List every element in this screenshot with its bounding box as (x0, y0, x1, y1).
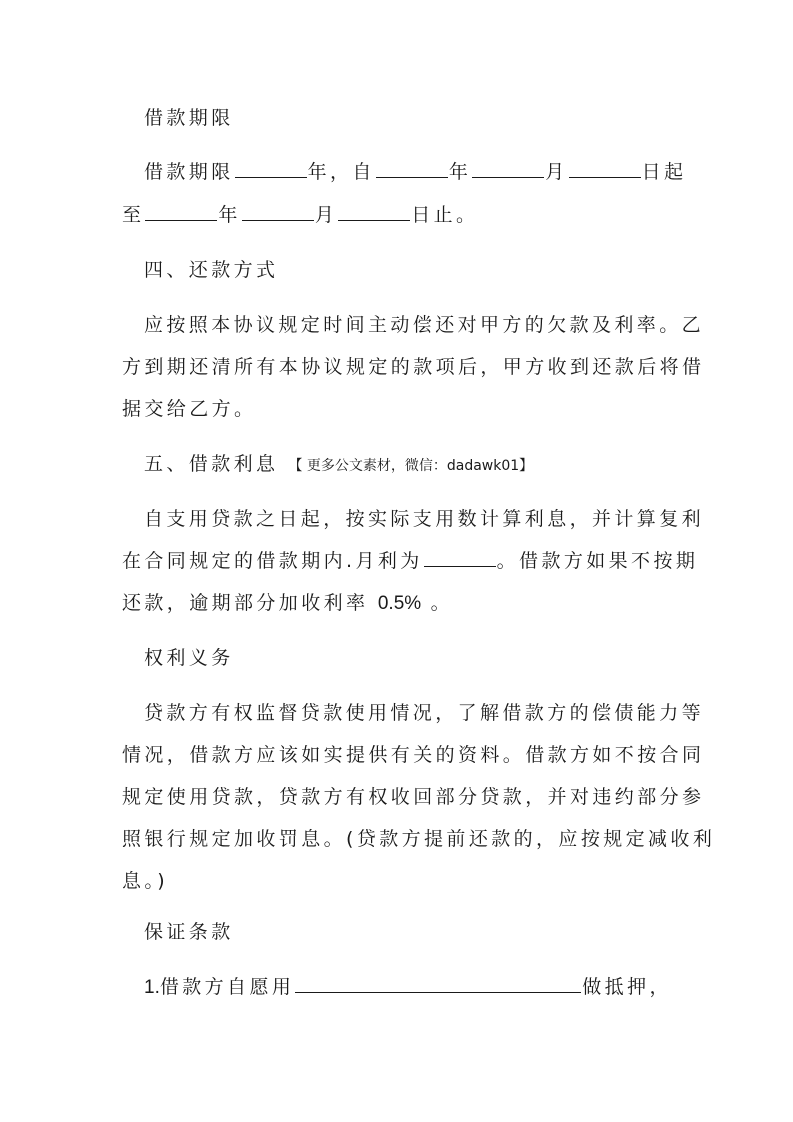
text: 。借款方如果不按期 (496, 550, 699, 572)
text: 据交给乙方。 (122, 398, 257, 420)
paragraph-line (144, 311, 705, 339)
blank-field (145, 203, 217, 221)
paragraph-line (122, 783, 705, 811)
text: 借款期限 (144, 161, 234, 183)
text: 至 (122, 204, 145, 226)
paragraph-line (144, 973, 696, 1002)
paragraph-line (122, 867, 674, 895)
blank-field (376, 160, 448, 178)
paragraph-line (122, 741, 705, 769)
text: 借款方自愿用 (159, 976, 295, 998)
text: 。 (430, 592, 454, 614)
promo-note: 【 更多公文素材，微信：dadawk01】 (288, 458, 534, 474)
blank-field (235, 160, 307, 178)
section-heading-guarantee (144, 918, 696, 946)
paragraph-line (122, 353, 705, 381)
text: 应按照本协议规定时间主动偿还对甲方的欠款及利率。乙 (144, 314, 705, 336)
list-number: 1. (144, 977, 160, 998)
heading-text: 五、借款利息 (144, 453, 279, 475)
text: 还款，逾期部分加收利率 (122, 592, 369, 614)
text: 方到期还清所有本协议规定的款项后，甲方收到还款后将借 (122, 356, 705, 378)
paragraph-line (122, 825, 716, 853)
blank-field (338, 203, 410, 221)
heading-text: 借款期限 (144, 107, 234, 129)
text: 在合同规定的借款期内.月利为 (122, 550, 423, 572)
blank-field (472, 160, 544, 178)
section-heading-rights (144, 644, 696, 672)
paragraph-line (144, 158, 696, 186)
rate-value: 0.5% (377, 593, 422, 614)
text: 规定使用贷款，贷款方有权收回部分贷款，并对违约部分参 (122, 786, 705, 808)
section-heading-repay (144, 256, 696, 284)
section-heading-term (144, 104, 696, 132)
text: 情况，借款方应该如实提供有关的资料。借款方如不按合同 (122, 744, 705, 766)
blank-field (242, 203, 314, 221)
blank-field (295, 975, 581, 993)
blank-field (569, 160, 641, 178)
heading-text: 权利义务 (144, 647, 234, 669)
paragraph-line (122, 201, 674, 229)
paragraph-line (144, 505, 705, 533)
heading-text: 四、还款方式 (144, 259, 279, 281)
text: 贷款方有权监督贷款使用情况，了解借款方的偿债能力等 (144, 702, 705, 724)
text: 年 (448, 161, 472, 183)
text: 照银行规定加收罚息。(贷款方提前还款的，应按规定减收利 (122, 828, 716, 850)
text: 日起 (641, 161, 687, 183)
text: 自支用贷款之日起，按实际支用数计算利息，并计算复利 (144, 508, 705, 530)
blank-field (424, 549, 496, 567)
text: 息。) (122, 870, 169, 892)
text: 做抵押， (582, 976, 672, 998)
section-heading-interest (144, 450, 696, 480)
text: 年，自 (307, 161, 375, 183)
paragraph-line (122, 589, 674, 618)
text: 月 (314, 204, 338, 226)
text: 日止。 (411, 204, 479, 226)
paragraph-line (122, 395, 674, 423)
paragraph-line (144, 699, 705, 727)
text: 年 (218, 204, 241, 226)
paragraph-line (122, 547, 699, 575)
heading-text: 保证条款 (144, 921, 234, 943)
text: 月 (545, 161, 568, 183)
